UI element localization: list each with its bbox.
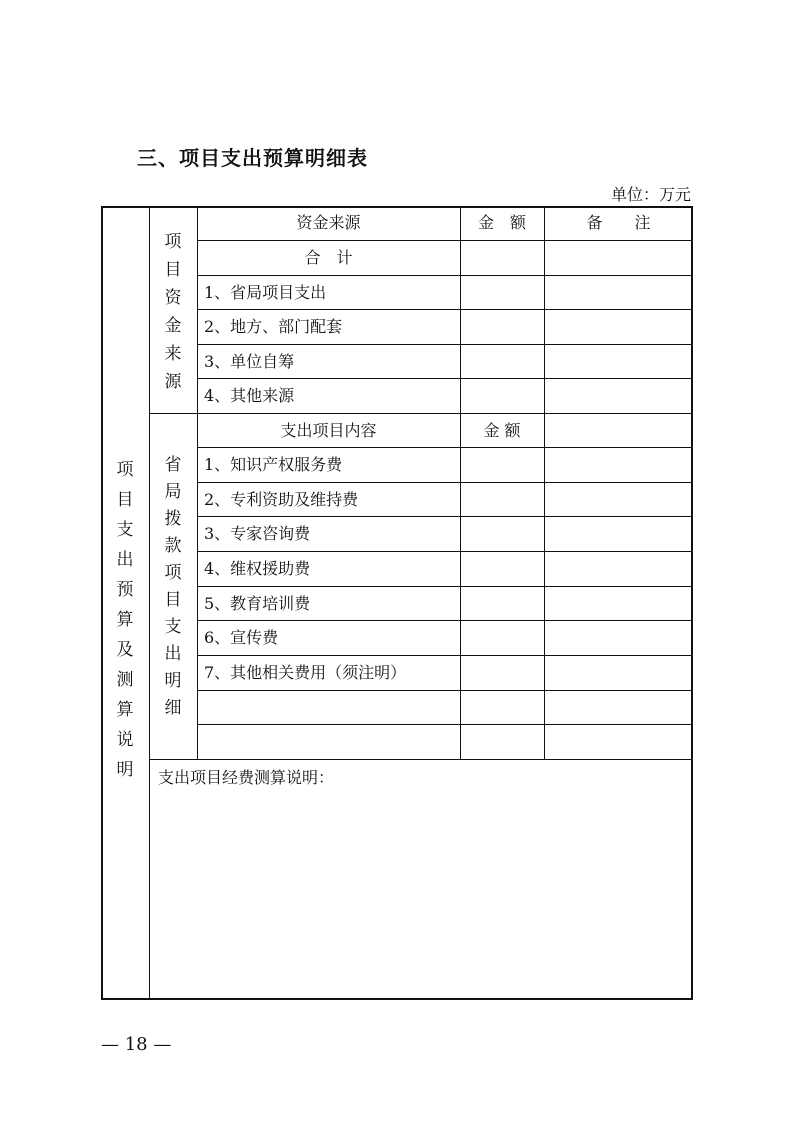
expense-item: 2、专利资助及维持费 <box>204 490 359 509</box>
explanation-label: 支出项目经费测算说明： <box>158 768 335 787</box>
header-fund-source: 资金来源 <box>296 213 361 232</box>
header-expense-content: 支出项目内容 <box>280 421 377 440</box>
header-note: 备 注 <box>586 213 651 232</box>
section2-vertical-label: 省 局 拨 款 项 目 支 出 明 细 <box>164 455 182 718</box>
left-vertical-label: 项 目 支 出 预 算 及 测 算 说 明 <box>116 460 134 780</box>
fund-source-item: 4、其他来源 <box>204 386 295 405</box>
row-line <box>197 447 693 448</box>
fund-source-item: 2、地方、部门配套 <box>204 317 343 336</box>
row-line <box>197 378 693 379</box>
section1-vertical-label: 项 目 资 金 来 源 <box>164 232 182 392</box>
section-divider <box>149 413 693 414</box>
row-line <box>197 690 693 691</box>
unit-label: 单位：万元 <box>610 185 691 204</box>
page-number: — 18 — <box>101 1034 172 1055</box>
row-line <box>197 620 693 621</box>
fund-source-item: 3、单位自筹 <box>204 352 295 371</box>
expense-item: 4、维权援助费 <box>204 559 311 578</box>
row-line <box>197 551 693 552</box>
expense-item: 1、知识产权服务费 <box>204 455 343 474</box>
row-line <box>197 344 693 345</box>
header-expense-amount: 金 额 <box>483 421 521 440</box>
row-line <box>197 240 693 241</box>
row-line <box>197 275 693 276</box>
explanation-divider <box>149 759 693 760</box>
expense-item: 3、专家咨询费 <box>204 524 311 543</box>
page-title: 三、项目支出预算明细表 <box>137 146 368 170</box>
header-amount: 金 额 <box>477 213 526 232</box>
row-line <box>197 586 693 587</box>
expense-item: 6、宣传费 <box>204 628 279 647</box>
total-row-label: 合 计 <box>304 248 353 267</box>
expense-item: 5、教育培训费 <box>204 594 311 613</box>
row-line <box>197 309 693 310</box>
row-line <box>197 724 693 725</box>
row-line <box>197 655 693 656</box>
fund-source-item: 1、省局项目支出 <box>204 283 327 302</box>
row-line <box>197 516 693 517</box>
expense-item: 7、其他相关费用（须注明） <box>204 663 407 682</box>
row-line <box>197 482 693 483</box>
